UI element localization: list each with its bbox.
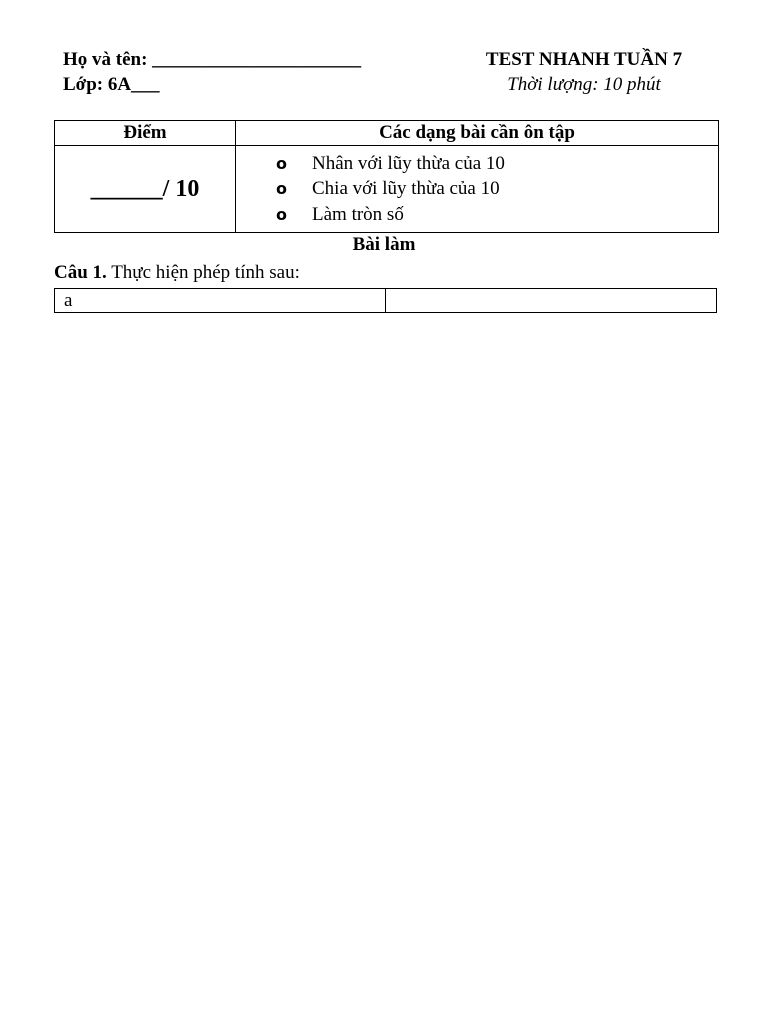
score-topics-table	[54, 120, 719, 233]
question-label: Câu 1.	[54, 262, 107, 283]
topics-cell	[236, 146, 719, 233]
score-value: ______/ 10	[90, 175, 200, 202]
bullet-icon: o	[276, 204, 287, 224]
test-title: TEST NHANH TUẦN 7	[485, 49, 683, 70]
test-duration: Thời lượng: 10 phút	[507, 74, 661, 95]
topic-label: Nhân với lũy thừa của 10	[312, 152, 505, 174]
topic-label: Làm tròn số	[312, 203, 404, 225]
list-item	[276, 151, 718, 177]
test-info	[460, 47, 708, 97]
answer-cell-b[interactable]	[386, 289, 717, 313]
class-field-label: Lớp: 6A___	[63, 74, 160, 95]
topic-label: Chia với lũy thừa của 10	[312, 178, 500, 200]
section-title: Bài làm	[352, 234, 416, 255]
topics-list	[236, 151, 718, 228]
score-cell	[55, 146, 236, 233]
topics-header: Các dạng bài cần ôn tập	[236, 121, 719, 146]
student-info	[63, 47, 361, 97]
bullet-icon: o	[276, 179, 287, 199]
question-text: Thực hiện phép tính sau:	[106, 262, 300, 283]
list-item	[276, 202, 718, 228]
bullet-icon: o	[276, 153, 287, 173]
name-field-label: Họ và tên: ______________________	[63, 49, 362, 70]
question-1	[54, 261, 300, 285]
list-item	[276, 176, 718, 202]
answer-table	[54, 288, 717, 313]
answer-cell-a[interactable]: a	[55, 289, 386, 313]
score-header: Điểm	[55, 121, 236, 146]
